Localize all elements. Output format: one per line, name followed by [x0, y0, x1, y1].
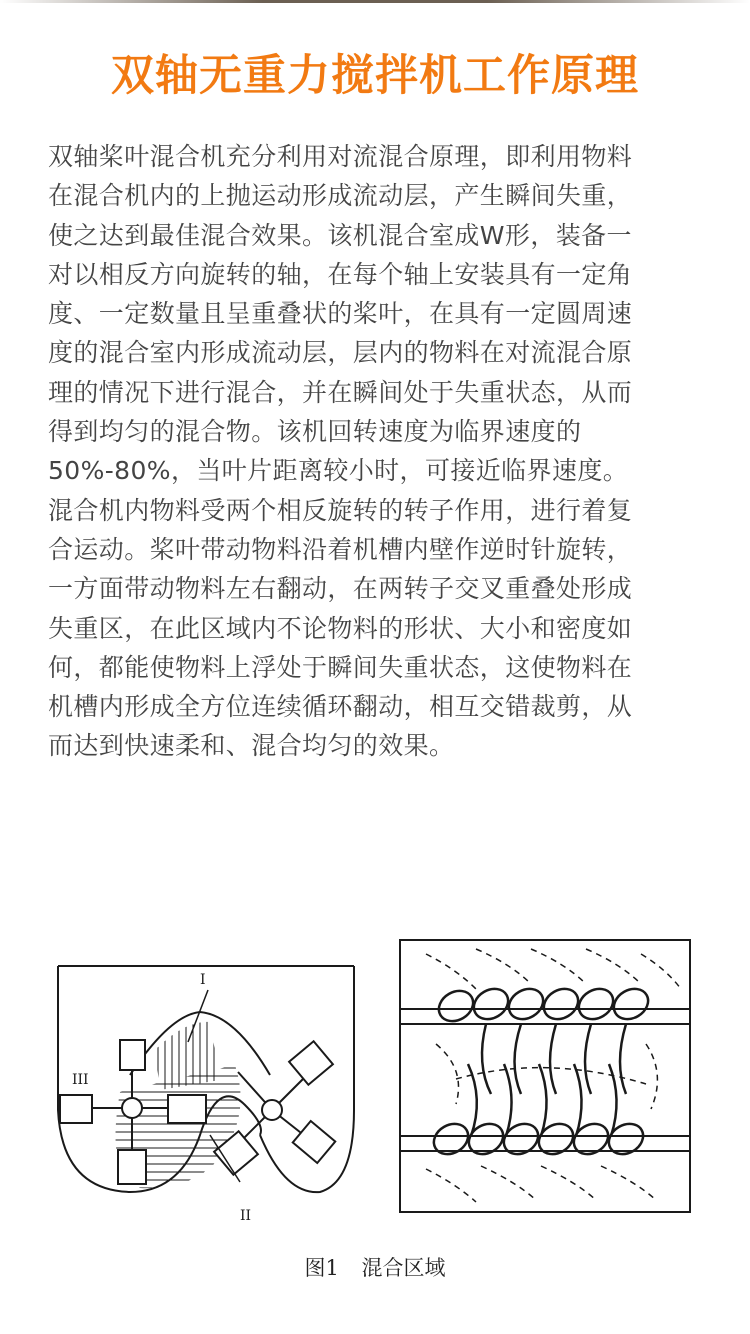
- cross-section-diagram: [50, 960, 370, 1240]
- label-II: II: [240, 1208, 252, 1224]
- paragraph-principle: 双轴桨叶混合机充分利用对流混合原理，即利用物料 在混合机内的上抛运动形成流动层，产生瞬间失重， 使之达到最佳混合效果。该机混合室成W形，装备一 对以相反方向旋转的轴，在每个轴上安装具有一定角 度、一定数量且呈重叠状的桨叶，在具有一定圆周速 度的混合室内形成流动层，层内的物料在对流混合原 理的情况下进行混合，并在瞬间处于失重状态，从而 得到均匀的混合物。该机回转速度为临界速度的 50%-80%，当叶片距离较小时，可接近临界速度。: [48, 142, 633, 486]
- top-divider: [0, 0, 750, 3]
- figure-caption: [0, 1252, 750, 1282]
- caption-text: 混合区域: [361, 1256, 446, 1280]
- article-body: [48, 137, 708, 766]
- top-view-diagram: [396, 934, 696, 1219]
- lower-shaft-paddles: [428, 1064, 648, 1160]
- trough-outline: [400, 940, 690, 1212]
- label-I: I: [200, 972, 206, 988]
- label-III: III: [72, 1072, 89, 1088]
- page-title: 双轴无重力搅拌机工作原理: [111, 51, 639, 101]
- flow-lines: [426, 949, 681, 1202]
- paragraph-motion: 混合机内物料受两个相反旋转的转子作用，进行着复 合运动。桨叶带动物料沿着机槽内壁作逆时针旋转， 一方面带动物料左右翻动，在两转子交叉重叠处形成 失重区，在此区域内不论物料的形状、大小和密度如 何，都能使物料上浮处于瞬间失重状态，这使物料在 机槽内形成全方位连续循环翻动，相互交错裁剪，从 而达到快速柔和、混合均匀的效果。: [48, 495, 633, 761]
- caption-number: 图1: [304, 1256, 339, 1280]
